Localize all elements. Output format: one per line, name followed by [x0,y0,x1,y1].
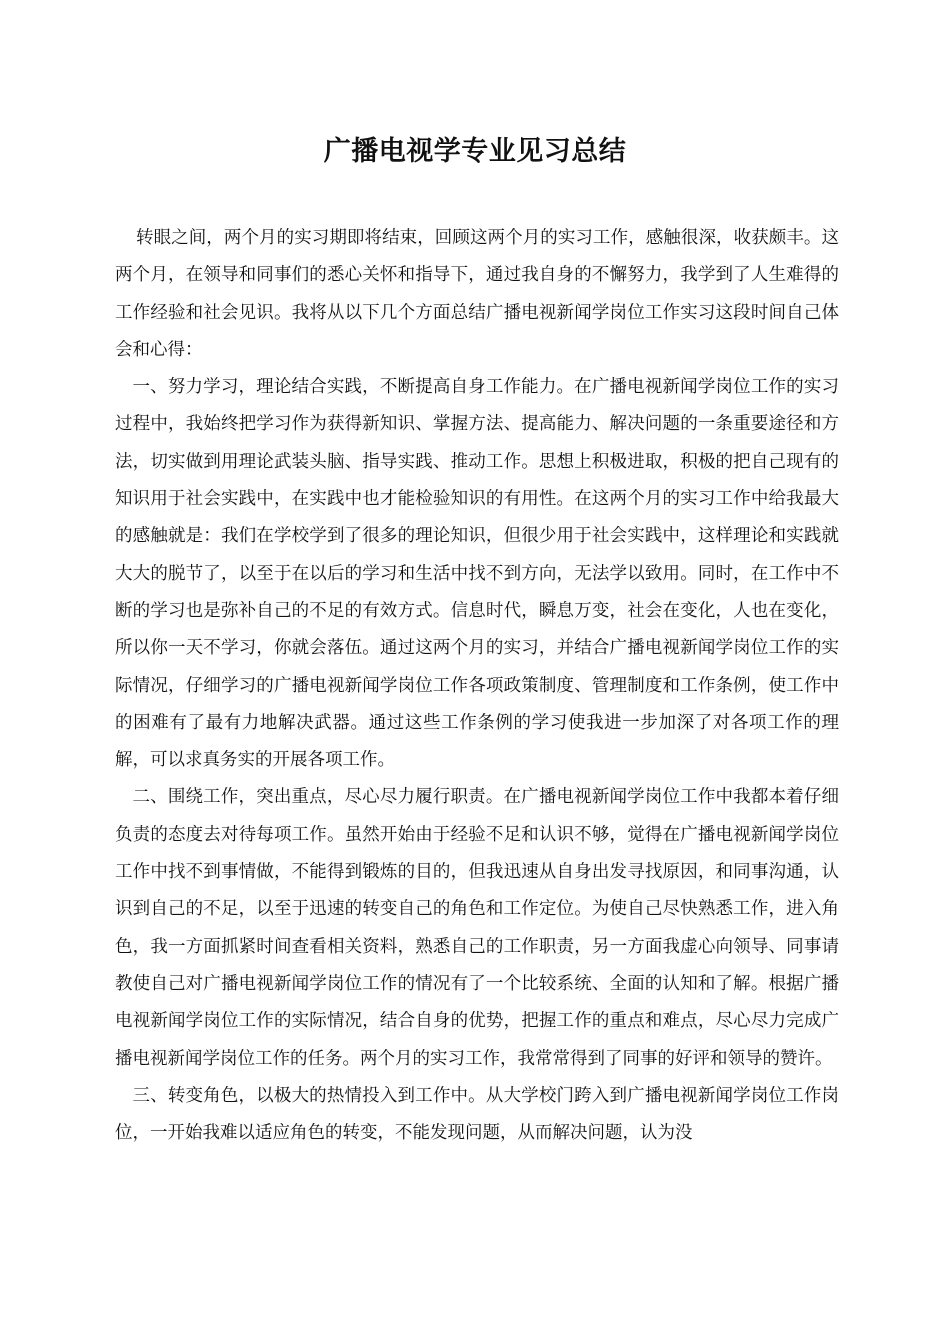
document-body [115,220,839,1152]
section-one-paragraph: 一、努力学习，理论结合实践，不断提高自身工作能力。在广播电视新闻学岗位工作的实习过程中，我始终把学习作为获得新知识、掌握方法、提高能力、解决问题的一条重要途径和方法，切实做到用理论武装头脑、指导实践、推动工作。思想上积极进取，积极的把自己现有的知识用于社会实践中，在实践中也才能检验知识的有用性。在这两个月的实习工作中给我最大的感触就是：我们在学校学到了很多的理论知识，但很少用于社会实践中，这样理论和实践就大大的脱节了，以至于在以后的学习和生活中找不到方向，无法学以致用。同时，在工作中不断的学习也是弥补自己的不足的有效方式。信息时代，瞬息万变，社会在变化，人也在变化，所以你一天不学习，你就会落伍。通过这两个月的实习，并结合广播电视新闻学岗位工作的实际情况，仔细学习的广播电视新闻学岗位工作各项政策制度、管理制度和工作条例，使工作中的困难有了最有力地解决武器。通过这些工作条例的学习使我进一步加深了对各项工作的理解，可以求真务实的开展各项工作。 [115,377,839,771]
section-three-paragraph: 三、转变角色，以极大的热情投入到工作中。从大学校门跨入到广播电视新闻学岗位工作岗位，一开始我难以适应角色的转变，不能发现问题，从而解决问题，认为没 [115,1085,839,1144]
intro-paragraph: 转眼之间，两个月的实习期即将结束，回顾这两个月的实习工作，感触很深，收获颇丰。这两个月，在领导和同事们的悉心关怀和指导下，通过我自身的不懈努力，我学到了人生难得的工作经验和社会见识。我将从以下几个方面总结广播电视新闻学岗位工作实习这段时间自己体会和心得： [115,228,839,360]
document-title: 广播电视学专业见习总结 [323,136,627,167]
section-two-paragraph: 二、围绕工作，突出重点，尽心尽力履行职责。在广播电视新闻学岗位工作中我都本着仔细负责的态度去对待每项工作。虽然开始由于经验不足和认识不够，觉得在广播电视新闻学岗位工作中找不到事情做，不能得到锻炼的目的，但我迅速从自身出发寻找原因，和同事沟通，认识到自己的不足，以至于迅速的转变自己的角色和工作定位。为使自己尽快熟悉工作，进入角色，我一方面抓紧时间查看相关资料，熟悉自己的工作职责，另一方面我虚心向领导、同事请教使自己对广播电视新闻学岗位工作的情况有了一个比较系统、全面的认知和了解。根据广播电视新闻学岗位工作的实际情况，结合自身的优势，把握工作的重点和难点，尽心尽力完成广播电视新闻学岗位工作的任务。两个月的实习工作，我常常得到了同事的好评和领导的赞许。 [115,787,839,1069]
